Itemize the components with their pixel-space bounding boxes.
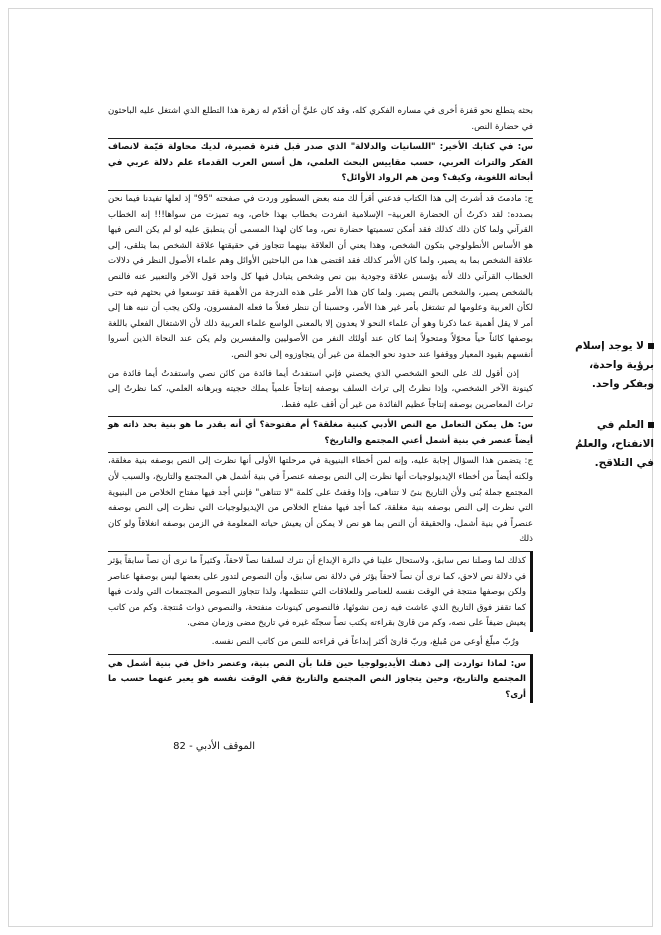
square-bullet-icon	[648, 343, 654, 349]
answer-1: ج: مادمتَ قد أشرتَ إلى هذا الكتاب فدعني أقرأ لك منه بعض السطور وردت في صفحته "95" إذ لعلها تفيدنا فيما نحن بصدده: لقد ذكرتُ أن الحضارة العربية– الإسلامية انفردت بخطاب بهذا خاص، وبه تميزت من سواها!!! إنه الخطاب القرآني ولما كان ذلك كذلك فقد أمكن تسميتها حضارة نص، وما كان لهذا المسمى أن ينطبق عليه لو لم يكن النص فيها هو الأساس الأنطولوجي بتكون الشخص، وهذا يعني أن العلاقة بينهما تتجاوز في حقيقتها علاقة الشخص بما يتلقى، إلى علاقة الشخص بما به يصير، ولما كان الأمر كذلك فقد اقتضى هذا من الباحثين الأوائل وهم علماء الأصول النظر في دلالات الخطاب القرآني ذلك لأنه يؤسس علاقة وجودية بين نص وشخص يتبادل فيها كل واحد قول الآخر والتعبير عنه فالنص بالشخص يصير، والشخص بالنص يصير. ولما كان هذا الأمر على هذه الدرجة من الأهمية فقد توسعوا في بحثهم فيه حتى لكأن العربية وعلومها لم تشتغل بأمر غير هذا الأمر، وحسبنا أن ننظر فعلاً ما فعله المفسرون، ولكن يجب أن ننبه هنا إلى أمر لا يقل أهمية عما ذكرنا وهو أن علماء النحو لا يعدون إلا بالمعنى الواسع علماء العربية ذلك لأن الاشتغال الفعلي باللغة بوصفها كائناً حياً محوّلاً ومتحولاً إنما كان عند أولئك النفر من الأصوليين والمفسرين ولم يكن عند النحاة الذين أسروا أنفسهم بقيود المعيار ووقفوا عند حدود نحو الجملة من غير أن يتجاوزوه إلى نحو النص.	[108, 190, 533, 364]
paragraph-reader: ورُبّ مبلّغ أوعى من مُبلغ، وربّ قارئ أكثر إبداعاً في قراءته للنص من كاتب النص نفسه.	[211, 637, 519, 647]
sidebar-quote-1-text: لا يوجد إسلام برؤية واحدة، وبفكر واحد.	[575, 340, 654, 390]
answer-2: ج: يتضمن هذا السؤال إجابة عليه، وإنه لمن أخطاء البنيوية في مرحلتها الأولى أنها نظرت إلى النص بوصفه بنية مغلقة، ولكنه أيضاً من أخطاء الإيديولوجيات أنها نظرت إلى النص بوصفه عنصراً في بنية أشمل هي المجتمع والتاريخ، والسبب لأن المجتمع جملة بُنى ولأن التاريخ بنىً لا تتناهى، وإذا وقفتُ على كلمة "لا تتناهى" فإنني أجد فيها مفتاح الخلاص من البنيوية التي نظرت إلى النص بوصفه بنية مغلقة، كما أجد فيها مفتاح الخلاص من الإيديولوجيات التي نظرت إلى النص بوصفه عنصراً في بنية أشمل، والحقيقة أن النص بما هو نص لا يمكن أن يعيش حياته المعلومة في الزمن بوصفه انغلاقاً ولو كان ذلك	[108, 452, 533, 548]
question-1: س: في كتابك الأخير: "اللسانيات والدلالة" الذي صدر قبل فترة قصيرة، لديك محاولة قيّمة لانصاف الفكر والتراث العربي، حسب مقاييس البحث العلمي، هل أسس العرب القدماء علم دلالة عربي في أبحاثه اللغوية، وكيف؟ ومن هم الرواد الأوائل؟	[108, 138, 533, 187]
page-footer: الموقف الأدبي - 82	[173, 741, 255, 752]
sidebar-quote-1	[560, 337, 654, 394]
square-bullet-icon	[648, 422, 654, 428]
sidebar-quote-2-text: العلم في الانفتاح، والعلمُ في التلاقح.	[575, 419, 654, 469]
article-body	[108, 104, 533, 706]
question-3: س: لماذا تواردت إلى ذهنك الأيديولوجيا حين قلنا بأن النص بنية، وعنصر داخل في بنية أشمل هي المجتمع والتاريخ، وحين يتجاوز النص المجتمع والتاريخ ففي الوقت نفسه هو يعبر عنهما حسب ما أرى؟	[108, 654, 533, 704]
paragraph-open-texts: كذلك لما وصلنا نص سابق، ولاستحال علينا في دائرة الإبداع أن نترك لسلفنا نصاً لاحقاً، وكثيراً ما نرى أن نصاً سابقاً يؤثر في دلالة نص لاحق، كما نرى أن نصاً لاحقاً يؤثر في دلالة نص سابق، وأن النصوص لتدور على بعضها ليس بوصفها عناصر ولكن بوصفها منتجة في الوقت نفسه للعناصر وللعلاقات التي تنتظمها، ولذا تتجاوز النصوص المجتمعات التي ولدت فيها كما تقفز فوق التاريخ الذي عاشت فيه زمن نشوئها، فالنصوص كينونات منفتحة، والنصوص ذوات مُنتجة. وكم من كاتب يعيش ضيفاً على نصه، وكم من قارئ بقراءته يكتب نصاً سجنّه غيره في تاريخ مضى وزمان مضى.	[108, 551, 533, 632]
sidebar-quotes	[560, 337, 654, 495]
intro-paragraph: بحثه يتطلع نحو قفزة أخرى في مساره الفكري كله، وقد كان عليَّ أن أقدّم له زهرة هذا التطلع الذي اشتغل عليه الباحثون في حضارة النص.	[108, 106, 533, 132]
question-2: س: هل يمكن التعامل مع النص الأدبي كبنية مغلقة؟ أم مفتوحة؟ أي أنه بقدر ما هو بنية بحد ذاته هو أيضاً عنصر في بنية أشمل أعني المجتمع والتاريخ؟	[108, 416, 533, 449]
paragraph-personal-benefit: إذن أقول لك على النحو الشخصي الذي يخصني فإني استفدتُ أيما فائدة من كائن نصي واستفدتُ أيما فائدة من كينونة الآخر الشخصي، وإذا نظرتُ إلى تراث السلف بوصفه إنتاجاً علمياً يملك حجيته وبرهانه العلمي، كما نظرتُ إلى تراث المعاصرين بوصفه إنتاجاً عظيم الفائدة من غير أن أقف عليه فقط.	[108, 368, 533, 410]
sidebar-quote-2	[560, 416, 654, 473]
